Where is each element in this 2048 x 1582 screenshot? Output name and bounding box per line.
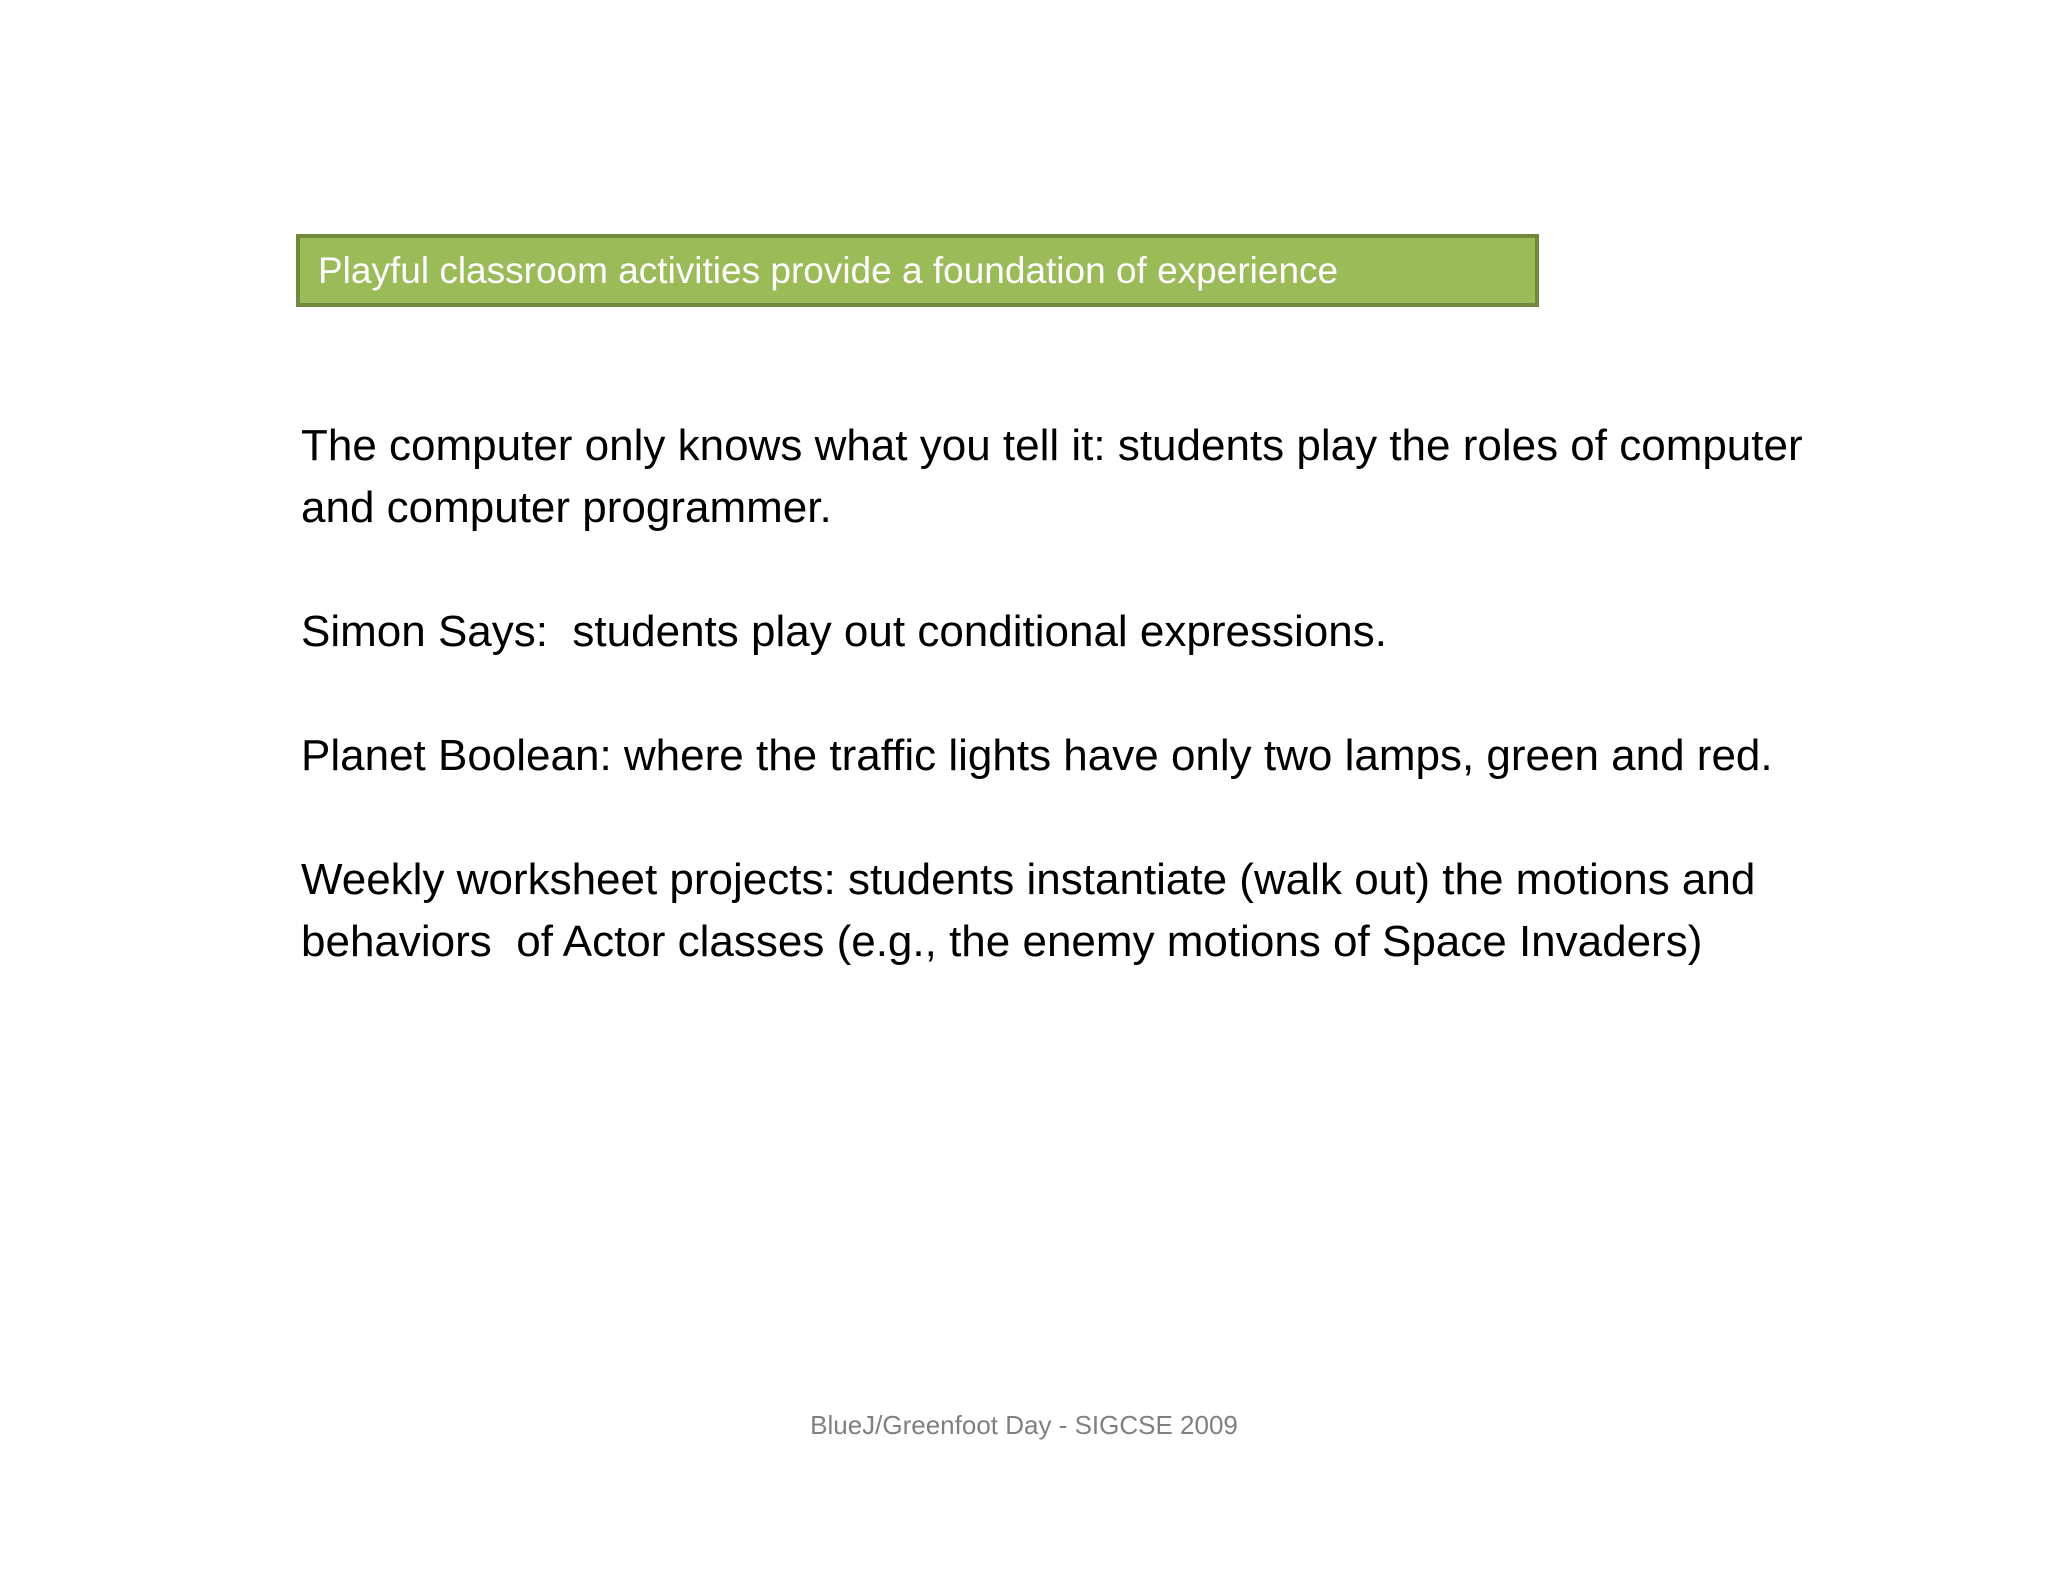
- paragraph-planet-boolean: Planet Boolean: where the traffic lights have only two lamps, green and red.: [301, 731, 1773, 780]
- paragraph-simon-says: Simon Says: students play out conditional expressions.: [301, 607, 1387, 656]
- slide-title: Playful classroom activities provide a foundation of experience: [318, 249, 1339, 291]
- paragraph-weekly-worksheet: Weekly worksheet projects: students instantiate (walk out) the motions and behaviors of Actor classes (e.g., the enemy motions of Space Invaders): [301, 855, 1768, 966]
- slide-body: [301, 415, 1841, 1035]
- slide-footer: BlueJ/Greenfoot Day - SIGCSE 2009: [810, 1410, 1238, 1440]
- slide-title-box: [296, 234, 1539, 307]
- paragraph-computer-roles: The computer only knows what you tell it: students play the roles of computer and computer programmer.: [301, 421, 1815, 532]
